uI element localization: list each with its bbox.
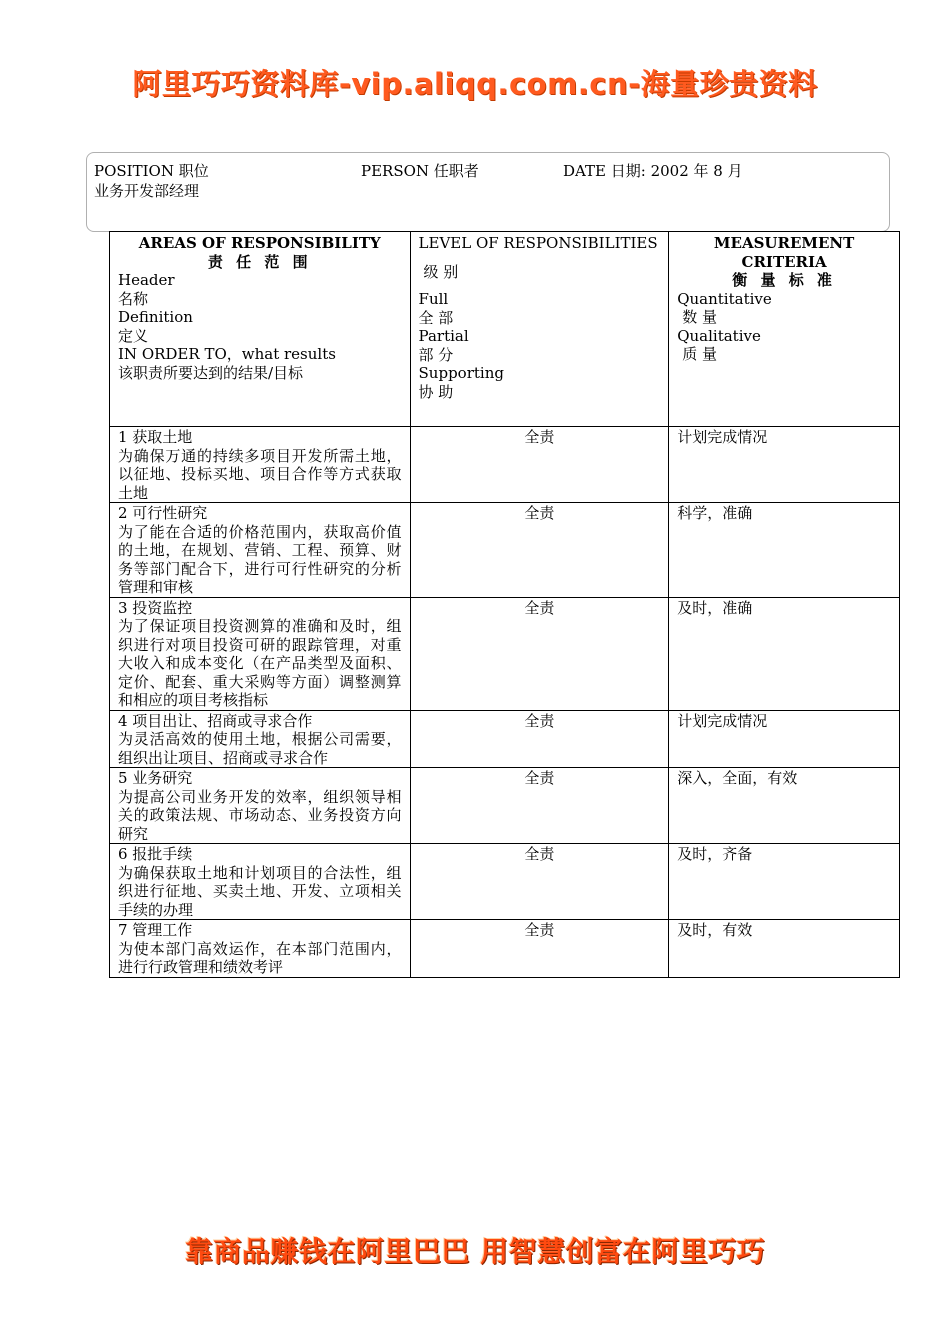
areas-line: Definition [118,308,193,326]
position-label: POSITION 职位 [94,162,209,180]
bottom-banner: 靠商品赚钱在阿里巴巴 用智慧创富在阿里巧巧 [184,1235,766,1268]
level-cell: 全责 [410,920,669,978]
area-cell [110,844,411,920]
table-row [110,844,900,920]
measure-line: 质 量 [682,345,717,363]
position-info-box [86,152,890,232]
table-header-row [110,232,900,427]
level-line: 协 助 [418,382,454,401]
measure-line: Quantitative [677,289,772,308]
area-cell [110,427,411,503]
criteria-cell: 计划完成情况 [669,710,900,768]
table-row [110,710,900,768]
area-name: 1 获取土地 [118,428,193,446]
area-cell [110,710,411,768]
areas-line: 定义 [118,326,149,345]
level-cell: 全责 [410,710,669,768]
date-label: DATE 日期: 2002 年 8 月 [563,162,743,180]
areas-line: 名称 [118,289,149,308]
table-row [110,427,900,503]
area-desc: 为了保证项目投资测算的准确和及时，组织进行对项目投资可研的跟踪管理，对重大收入和成本变化（在产品类型及面积、定价、配套、重大采购等方面）调整测算和相应的项目考核指标 [118,617,402,709]
area-name: 3 投资监控 [118,598,193,617]
measure-title-en-1: MEASUREMENT [713,234,855,252]
measure-title-en-2: CRITERIA [741,252,827,271]
area-name: 6 报批手续 [118,845,193,863]
measure-header-cell [669,232,900,427]
level-line: Supporting [418,364,504,382]
areas-header-cell [110,232,411,427]
level-cell: 全责 [410,503,669,598]
areas-line: Header [118,271,175,289]
area-name: 5 业务研究 [118,769,193,787]
area-desc: 为确保万通的持续多项目开发所需土地，以征地、投标买地、项目合作等方式获取土地 [118,446,402,502]
table-row [110,503,900,598]
areas-title-cn: 责 任 范 围 [207,252,312,271]
table-row [110,768,900,844]
level-line: 部 分 [418,345,454,364]
areas-line: IN ORDER TO，what results [118,345,336,363]
level-cell: 全责 [410,768,669,844]
table-row [110,597,900,710]
criteria-cell: 深入，全面，有效 [669,768,900,844]
areas-line: 该职责所要达到的结果/目标 [118,363,304,382]
criteria-cell: 科学，准确 [669,503,900,598]
area-name: 4 项目出让、招商或寻求合作 [118,711,313,730]
level-header-cell [410,232,669,427]
area-desc: 为灵活高效的使用土地，根据公司需要，组织出让项目、招商或寻求合作 [118,730,402,767]
area-desc: 为了能在合适的价格范围内，获取高价值的土地，在规划、营销、工程、预算、财务等部门配合下，进行可行性研究的分析管理和审核 [118,522,402,596]
area-desc: 为使本部门高效运作，在本部门范围内，进行行政管理和绩效考评 [118,939,402,976]
person-label: PERSON 任职者 [361,162,479,180]
level-title-en: LEVEL OF RESPONSIBILITIES [418,234,658,252]
position-value: 业务开发部经理 [94,182,200,200]
area-cell [110,920,411,978]
responsibility-table [109,231,900,978]
area-cell [110,503,411,598]
measure-title-cn: 衡 量 标 准 [732,271,836,289]
area-cell [110,597,411,710]
area-name: 7 管理工作 [118,921,193,939]
area-name: 2 可行性研究 [118,504,208,522]
level-line: Full [418,290,449,308]
criteria-cell: 及时，有效 [669,920,900,978]
area-cell [110,768,411,844]
top-banner: 阿里巧巧资料库-vip.aliqq.com.cn-海量珍贵资料 [132,67,818,101]
measure-line: Qualitative [677,326,761,345]
area-desc: 为提高公司业务开发的效率，组织领导相关的政策法规、市场动态、业务投资方向研究 [118,787,402,843]
criteria-cell: 及时，准确 [669,597,900,710]
areas-title-en: AREAS OF RESPONSIBILITY [138,234,381,252]
level-cell: 全责 [410,427,669,503]
level-title-cn: 级 别 [423,262,459,281]
level-line: 全 部 [418,308,454,327]
area-desc: 为确保获取土地和计划项目的合法性，组织进行征地、买卖土地、开发、立项相关手续的办理 [118,863,402,919]
level-cell: 全责 [410,597,669,710]
criteria-cell: 及时，齐备 [669,844,900,920]
level-line: Partial [418,327,469,345]
criteria-cell: 计划完成情况 [669,427,900,503]
level-cell: 全责 [410,844,669,920]
table-row [110,920,900,978]
measure-line: 数 量 [682,308,717,326]
